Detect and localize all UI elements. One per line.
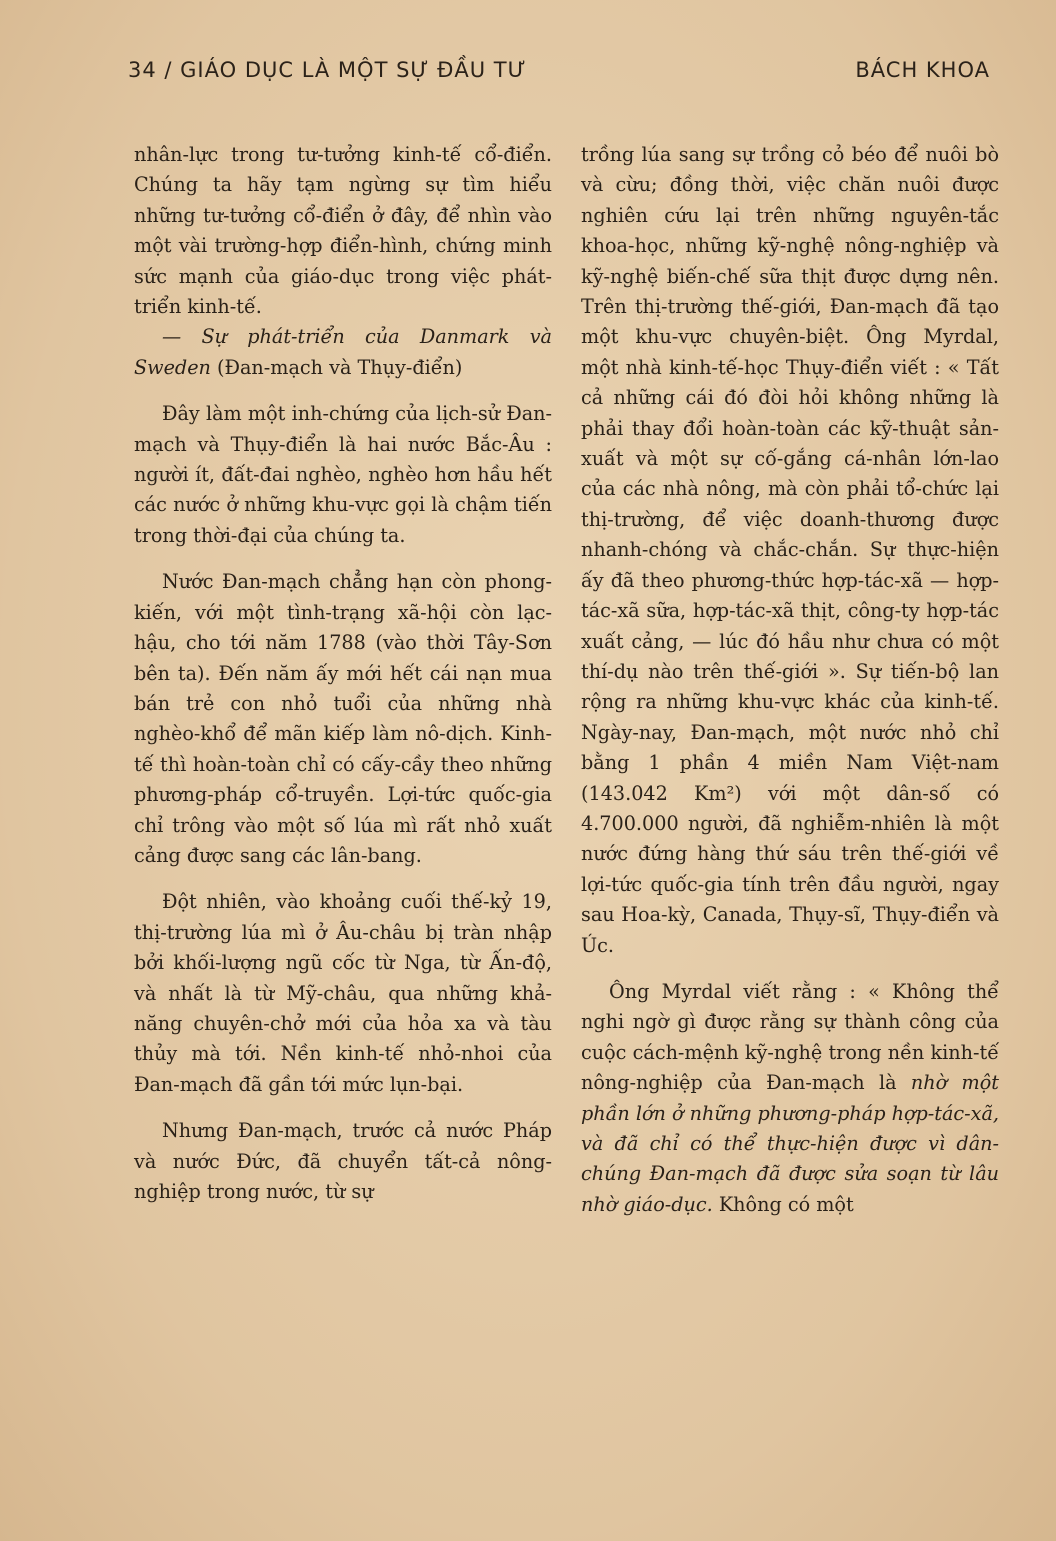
header-title: 34 / GIÁO DỤC LÀ MỘT SỰ ĐẦU TƯ: [128, 58, 527, 82]
section-subheading: [134, 322, 552, 383]
paragraph: trồng lúa sang sự trồng cỏ béo để nuôi bò và cừu; đồng thời, việc chăn nuôi được nghiên cứu lại trên những nguyên-tắc khoa-học, những kỹ-nghệ nông-nghiệp và kỹ-nghệ biến-chế sữa thịt được dựng nên. Trên thị-trường thế-giới, Đan-mạch đã tạo một khu-vực chuyên-biệt. Ông Myrdal, một nhà kinh-tế-học Thụy-điển viết : « Tất cả những cái đó đòi hỏi không những là phải thay đổi hoàn-toàn các kỹ-thuật sản-xuất và một sự cố-gắng cá-nhân lớn-lao của các nhà nông, mà còn phải tổ-chức lại thị-trường, để việc doanh-thương được nhanh-chóng và chắc-chắn. Sự thực-hiện ấy đã theo phương-thức hợp-tác-xã — hợp-tác-xã sữa, hợp-tác-xã thịt, công-ty hợp-tác xuất cảng, — lúc đó hầu như chưa có một thí-dụ nào trên thế-giới ». Sự tiến-bộ lan rộng ra những khu-vực khác của kinh-tế. Ngày-nay, Đan-mạch, một nước nhỏ chỉ bằng 1 phần 4 miền Nam Việt-nam (143.042 Km²) với một dân-số có 4.700.000 người, đã nghiễm-nhiên là một nước đứng hàng thứ sáu trên thế-giới về lợi-tức quốc-gia tính trên đầu người, ngay sau Hoa-kỳ, Canada, Thụy-sĩ, Thụy-điển và Úc.: [581, 143, 999, 957]
quote-italic: nhờ một phần lớn ở những phương-pháp hợp-tác-xã, và đã chỉ có thể thực-hiện được vì dân-chúng Đan-mạch đã được sửa soạn từ lâu nhờ giáo-dục.: [581, 1071, 1000, 1216]
paragraph: Đây làm một inh-chứng của lịch-sử Đan-mạch và Thụy-điển là hai nước Bắc-Âu : người ít, đất-đai nghèo, nghèo hơn hầu hết các nước ở những khu-vực gọi là chậm tiến trong thời-đại của chúng ta.: [134, 402, 552, 547]
running-header: [128, 58, 990, 82]
header-magazine-name: BÁCH KHOA: [855, 58, 990, 82]
subheading-plain: (Đan-mạch và Thụy-điển): [210, 355, 463, 379]
right-column: [581, 140, 999, 1220]
quote-tail: Không có một: [712, 1192, 854, 1216]
subheading-italic: — Sự phát-triển của Danmark và Sweden: [134, 325, 552, 379]
paragraph: Nước Đan-mạch chẳng hạn còn phong-kiến, với một tình-trạng xã-hội còn lạc-hậu, cho tới năm 1788 (vào thời Tây-Sơn bên ta). Đến năm ấy mới hết cái nạn mua bán trẻ con nhỏ tuổi của những nhà nghèo-khổ để mãn kiếp làm nô-dịch. Kinh-tế thì hoàn-toàn chỉ có cấy-cầy theo những phương-pháp cổ-truyền. Lợi-tức quốc-gia chỉ trông vào một số lúa mì rất nhỏ xuất cảng được sang các lân-bang.: [134, 570, 552, 867]
paragraph-quote: [581, 977, 999, 1220]
quote-plain: Ông Myrdal viết rằng : « Không thể nghi ngờ gì được rằng sự thành công của cuộc cách-mệnh kỹ-nghệ trong nền kinh-tế nông-nghiệp của Đan-mạch là: [581, 979, 999, 1095]
paragraph: nhân-lực trong tư-tưởng kinh-tế cổ-điển. Chúng ta hãy tạm ngừng sự tìm hiểu những tư-tưởng cổ-điển ở đây, để nhìn vào một vài trường-hợp điển-hình, chứng minh sức mạnh của giáo-dục trong việc phát-triển kinh-tế.: [134, 143, 552, 319]
paragraph: Nhưng Đan-mạch, trước cả nước Pháp và nước Đức, đã chuyển tất-cả nông-nghiệp trong nước, từ sự: [134, 1119, 552, 1203]
paragraph: Đột nhiên, vào khoảng cuối thế-kỷ 19, thị-trường lúa mì ở Âu-châu bị tràn nhập bởi khối-lượng ngũ cốc từ Nga, từ Ấn-độ, và nhất là từ Mỹ-châu, qua những khả-năng chuyên-chở mới của hỏa xa và tàu thủy mà tới. Nền kinh-tế nhỏ-nhoi của Đan-mạch đã gần tới mức lụn-bại.: [134, 890, 552, 1096]
left-column: [134, 140, 552, 1207]
